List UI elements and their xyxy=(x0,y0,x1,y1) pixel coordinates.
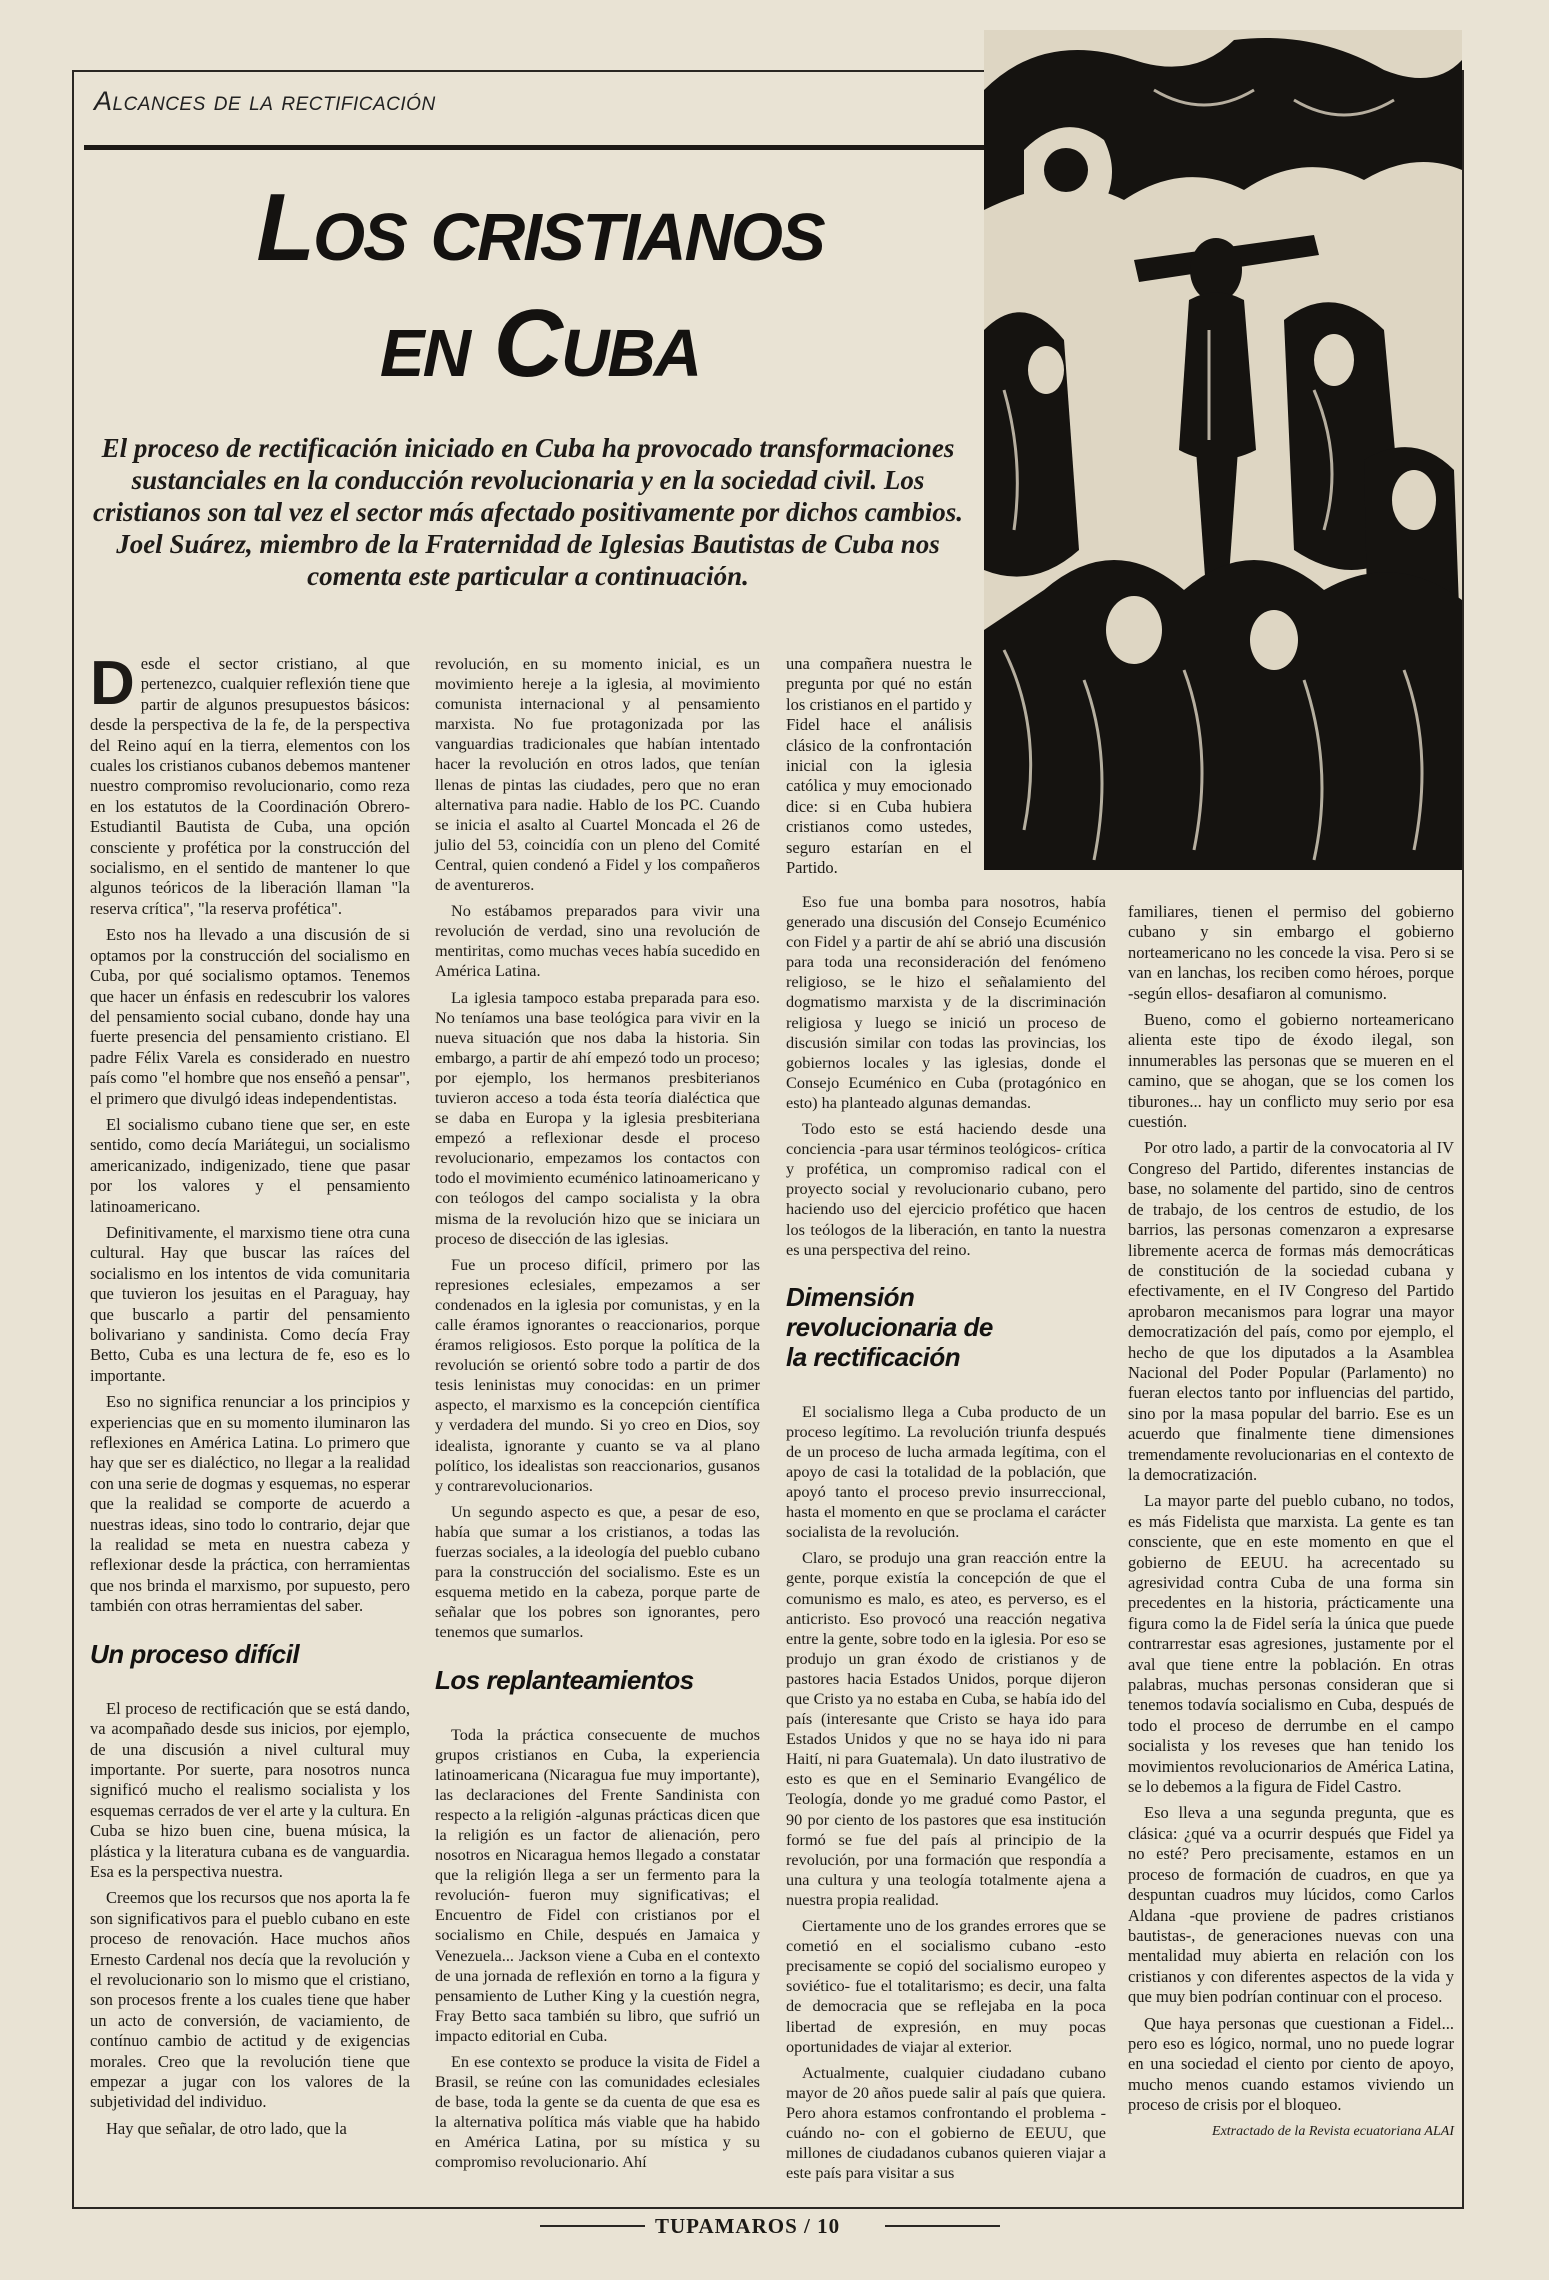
paragraph: Eso no significa renunciar a los principios y experiencias que en su momento iluminaron las reflexiones en América Latina. Lo primero que hay que ser es dialéctico, no llegar a la realidad con una serie de dogmas y esquemas, no esperar que la realidad se comporte de acuerdo a nuestras ideas, sino todo lo contrario, dejar que la realidad se meta en nuestra cabeza y reflexionar desde la práctica, con herramientas que nos brinda el marxismo, por supuesto, pero también con otras herramientas del saber. xyxy=(90,1392,410,1616)
page-footer xyxy=(540,2214,1000,2238)
paragraph: Esto nos ha llevado a una discusión de si optamos por la construcción del socialismo en Cuba, por qué socialismo optamos. Tenemos que hacer un énfasis en redescubrir los valores del pensamiento social cubano, donde hay una fuerte presencia del pensamiento cristiano. El padre Félix Varela es considerado en nuestro país como "el hombre que nos enseñó a pensar", el primero que divulgó ideas independentistas. xyxy=(90,925,410,1108)
article-column-3-top xyxy=(786,654,972,884)
paragraph: Toda la práctica consecuente de muchos grupos cristianos en Cuba, la experiencia latinoamericana (Nicaragua fue muy importante), las declaraciones del Frente Sandinista con respecto a la religión -algunas prácticas dicen que la religión es un factor de alienación, pero nosotros en Nicaragua hemos llegado a constatar que la religión llega a ser un fermento para la revolución- fueron muy significativas; el Encuentro de Fidel con cristianos por el socialismo en Chile, después en Jamaica y Venezuela... Jackson viene a Cuba en el contexto de una jornada de reflexión en torno a la figura y pensamiento de Luther King y la cuestión negra, Fray Betto saca también su libro, que sufrió un impacto editorial en Cuba. xyxy=(435,1725,760,2045)
paragraph: Fue un proceso difícil, primero por las represiones eclesiales, empezamos a ser condenados en la iglesia por comunistas, y en la calle éramos ignorantes o reaccionarios, porque éramos religiosos. Esto porque la política de la revolución se orientó sobre todo a partir de dos tesis leninistas muy conocidas: en un primer aspecto, el marxismo es la concepción científica y verdadera del mundo. Si yo creo en Dios, soy idealista, ignorante y cuanto se va al plano político, los idealistas son reaccionarios, gusanos y contrarevolucionarios. xyxy=(435,1255,760,1495)
paragraph: El proceso de rectificación que se está dando, va acompañado desde sus inicios, por ejemplo, de una discusión a nivel cultural muy importante. Por suerte, para nosotros nunca significó mucho el realismo socialista y los esquemas cerrados de ver el arte y la cultura. En Cuba se hizo buen cine, buena música, la plástica y la literatura cubana es de vanguardia. Esa es la perspectiva nuestra. xyxy=(90,1698,410,1881)
article-title xyxy=(200,170,880,402)
paragraph: Actualmente, cualquier ciudadano cubano mayor de 20 años puede salir al país que quiera. Pero ahora estamos confrontando el problema -cuándo no- con el gobierno de EEUU, que millones de ciudadanos cubanos quieren viajar a este país para visitar a sus xyxy=(786,2063,1106,2183)
paragraph: una compañera nuestra le pregunta por qué no están los cristianos en el partido y Fidel hace el análisis clásico de la confrontación inicial con la iglesia católica y muy emocionado dice: si en Cuba hubiera cristianos como ustedes, seguro estarían en el Partido. xyxy=(786,654,972,878)
footer-folio xyxy=(655,2214,840,2239)
paragraph: El socialismo llega a Cuba producto de un proceso legítimo. La revolución triunfa después de un proceso de lucha armada legítima, con el apoyo de casi la totalidad de la población, que apoyó tanto el proceso previo insurreccional, hasta el momento en que se proclama el carácter socialista de la revolución. xyxy=(786,1402,1106,1542)
paragraph: En ese contexto se produce la visita de Fidel a Brasil, se reúne con las comunidades eclesiales de base, toda la gente se da cuenta de que esa es la alternativa política más viable que ha habido en América Latina, por su mística y su compromiso revolucionario. Ahí xyxy=(435,2053,760,2172)
paragraph: Eso fue una bomba para nosotros, había generado una discusión del Consejo Ecuménico con Fidel y a partir de ahí se abrió una discusión para toda una reconsideración del fenómeno religioso, se le hizo el señalamiento del dogmatismo marxista y de la discriminación religiosa y luego se inició un proceso de discusión similar con todas las provincias, los gobiernos locales y las iglesias, donde el Consejo Ecuménico en Cuba (protagónico en esto) ha planteado algunas demandas. xyxy=(786,893,1106,1112)
article-column-4 xyxy=(1128,902,1454,2148)
paragraph: Hay que señalar, de otro lado, que la xyxy=(106,2118,347,2138)
paragraph: El socialismo cubano tiene que ser, en este sentido, como decía Mariátegui, un socialismo americanizado, indigenizado, tiene que pasar por los valores y el pensamiento latinoamericano. xyxy=(90,1114,410,1216)
drop-cap: D xyxy=(90,649,135,718)
paragraph: Desde el sector cristiano, al que pertenezco, cualquier reflexión tiene que partir de algunos presupuestos básicos: desde la perspectiva de la fe, de la perspectiva del Reino aquí en la tierra, elementos con los cuales los cristianos cubanos debemos mantener nuestro compromiso revolucionario, como reza en los estatutos de la Coordinación Obrero-Estudiantil Bautista de Cuba, una opción consciente y profética por la construcción del socialismo, en el sentido de mantener lo que algunos teóricos de la liberación llaman "la reserva crítica", "la reserva profética". xyxy=(90,649,410,918)
woodcut-illustration xyxy=(984,30,1462,870)
section-heading: Alcances de la rectificación xyxy=(94,86,436,116)
paragraph: revolución, en su momento inicial, es un movimiento hereje a la iglesia, al movimiento comunista internacional y al pensamiento marxista. No fue protagonizada por las vanguardias tradicionales que habían intentado hacer la revolución en otros lados, que tenían llenas de pintas las ciudades, pero que no eran alternativa para nadie. Hablo de los PC. Cuando se inicia el asalto al Cuartel Moncada el 26 de julio del 53, coincidía con un pleno del Comité Central, quien condenó a Fidel y los compañeros de aventureros. xyxy=(435,655,760,895)
title-line-1: Los cristianos xyxy=(256,174,824,281)
paragraph: Todo esto se está haciendo desde una conciencia -para usar términos teológicos- crítica y profética, un compromiso radical con el proyecto social y revolucionario cubano, pero haciendo uso del ejercicio profético que hacen los teólogos de la liberación, en tanto la nuestra es una perspectiva del reino. xyxy=(786,1120,1106,1259)
paragraph: La iglesia tampoco estaba preparada para eso. No teníamos una base teológica para vivir en la nueva situación que nos daba la historia. Sin embargo, a partir de ahí empezó todo un proceso; por ejemplo, los hermanos presbiterianos tuvieron acceso a toda ésta teoría dialéctica que se daba en Europa y la iglesia presbiteriana empezó a reflexionar desde el proceso revolucionario, empezamos los contactos con todo el movimiento ecuménico latinoamericano y con teólogos del campo socialista y la obra misma de la revolución hizo que se iniciara un proceso de disección de las iglesias. xyxy=(435,988,760,1248)
article-deck: El proceso de rectificación iniciado en Cuba ha provocado transformaciones sustanciales en la conducción revolucionaria y en la sociedad civil. Los cristianos son tal vez el sector más afectado positivamente por dichos cambios. Joel Suárez, miembro de la Fraternidad de Iglesias Bautistas de Cuba nos comenta este particular a continuación. xyxy=(93,433,963,591)
paragraph: Que haya personas que cuestionan a Fidel... pero eso es lógico, normal, uno no puede lograr en una sociedad el ciento por ciento de apoyo, mucho menos cuando estamos viviendo un proceso de crisis por el bloqueo. xyxy=(1128,2013,1454,2115)
paragraph: La mayor parte del pueblo cubano, no todos, es más Fidelista que marxista. La gente es tan consciente, que en este momento en que el gobierno de EEUU. ha acrecentado su agresividad contra Cuba de una forma sin precedentes en la historia, prácticamente una figura como la de Fidel sería la única que puede contrarrestar esas agresiones, justamente por el aval que tiene entre la población. En otras palabras, muchas personas consideran que si tenemos todavía socialismo en Cuba, después de todo el proceso de derrumbe en el campo socialista y los reveses que han tenido los movimientos revolucionarios de América Latina, se lo debemos a la figura de Fidel Castro. xyxy=(1128,1491,1454,1797)
source-credit: Extractado de la Revista ecuatoriana ALAI xyxy=(1212,2123,1454,2139)
paragraph: Bueno, como el gobierno norteamericano alienta este tipo de éxodo ilegal, son innumerables las personas que se mueren en el camino, que se ahogan, que se los comen los tiburones... hay un conflicto muy serio por esa cuestión. xyxy=(1128,1010,1454,1132)
footer-rule-left xyxy=(540,2225,645,2227)
article-column-2 xyxy=(435,654,760,2179)
paragraph: Definitivamente, el marxismo tiene otra cuna cultural. Hay que buscar las raíces del socialismo en los intentos de vida comunitaria que tuvieron los jesuitas en el Paraguay, hay que buscarlo a partir del pensamiento bolivariano y sandinista. Como decía Fray Betto, Cuba es una lectura de fe, eso es lo importante. xyxy=(90,1222,410,1385)
paragraph: familiares, tienen el permiso del gobierno cubano y sin embargo el gobierno norteamericano no les concede la visa. Pero si se van en lanchas, los reciben como héroes, porque -según ellos- desafiaron al comunismo. xyxy=(1128,902,1454,1003)
section-rule xyxy=(84,145,990,150)
page-number: 10 xyxy=(817,2214,841,2238)
subheading: Dimensión revolucionaria de la rectificación xyxy=(786,1281,993,1372)
paragraph: Creemos que los recursos que nos aporta la fe son significativos para el pueblo cubano en este proceso de renovación. Hace muchos años Ernesto Cardenal nos decía que la revolución y el revolucionario son lo mismo que el cristiano, son procesos frente a los cuales tiene que haber un acto de conversión, de vaciamiento, de contínuo cambio de actitud y de exigencias morales. Creo que la revolución tiene que empezar a jugar con los valores de la subjetividad del individuo. xyxy=(90,1888,410,2112)
article-column-3 xyxy=(786,892,1106,2189)
folio-separator: / xyxy=(804,2214,811,2238)
paragraph: Claro, se produjo una gran reacción entre la gente, porque existía la concepción de que el comunismo es malo, es ateo, es perverso, es el anticristo. Eso provocó una reacción negativa entre la gente, sobre todo en la iglesia. Por eso se produjo un gran éxodo de cristianos y de pastores hacia Estados Unidos, porque dijeron que Cristo ya no estaba en Cuba, se había ido del país (interesante que Cristo se haya ido para Estados Unidos y que no se haya ido ni para Haití, ni para Guatemala). Un dato ilustrativo de esto es que en el Seminario Evangélico de Teología, donde yo me gradué como Pastor, el 90 por ciento de los pastores que esa institución formó se fue del país al principio de la revolución, por una formación que respondía a una cultura y una teología totalmente ajena a nuestra propia realidad. xyxy=(786,1549,1106,1909)
publication-name: TUPAMAROS xyxy=(655,2214,798,2238)
paragraph: Un segundo aspecto es que, a pesar de eso, había que sumar a los cristianos, a todas las fuerzas sociales, a la ideología del pueblo cubano para la construcción del socialismo. Este es un esquema metido en la cabeza, porque parte de señalar que los pobres son ignorantes, pero tenemos que sumarlos. xyxy=(435,1502,760,1642)
title-line-2: en Cuba xyxy=(379,290,701,397)
footer-rule-right xyxy=(885,2225,1000,2227)
subheading: Los replanteamientos xyxy=(435,1664,694,1695)
paragraph: Por otro lado, a partir de la convocatoria al IV Congreso del Partido, diferentes instancias de base, no solamente del partido, sino de centros de trabajo, de los centros de estudio, de los barrios, las personas comenzaron a expresarse libremente acerca de formas más democráticas de constitución de la sociedad cubana y efectivamente, en el IV Congreso del Partido aprobaron mecanismos para lograr una mayor democratización del país, como por ejemplo, el hecho de que los diputados a la Asamblea Nacional del Poder Popular (Parlamento) no fueran electos tanto por influencias del partido, sino por la masa popular del barrio. Ese es un acuerdo que finalmente tiene dimensiones tremendamente revolucionarias en el contexto de la democratización. xyxy=(1128,1138,1454,1484)
paragraph: Ciertamente uno de los grandes errores que se cometió en el socialismo cubano -esto precisamente se copió del socialismo europeo y soviético- fue el totalitarismo; es decir, una falta de democracia que se reflejaba en la poca libertad de expresión, en muy pocas oportunidades de viajar al exterior. xyxy=(786,1917,1106,2056)
article-column-1 xyxy=(90,649,410,2145)
paragraph: Eso lleva a una segunda pregunta, que es clásica: ¿qué va a ocurrir después que Fidel ya no esté? Pero precisamente, estamos en un proceso de formación de cuadros, en que ya despuntan cuadros muy lúcidos, como Carlos Aldana -que proviene de padres cristianos bautistas-, de generaciones nuevas con una mentalidad muy abierta en relación con los cristianos y con diferentes aspectos de la vida y que muy bien podrían continuar con el proceso. xyxy=(1128,1803,1454,2007)
paragraph: No estábamos preparados para vivir una revolución de verdad, sino una revolución de mentiritas, como muchas veces había sucedido en América Latina. xyxy=(435,902,760,981)
subheading: Un proceso difícil xyxy=(90,1638,300,1669)
